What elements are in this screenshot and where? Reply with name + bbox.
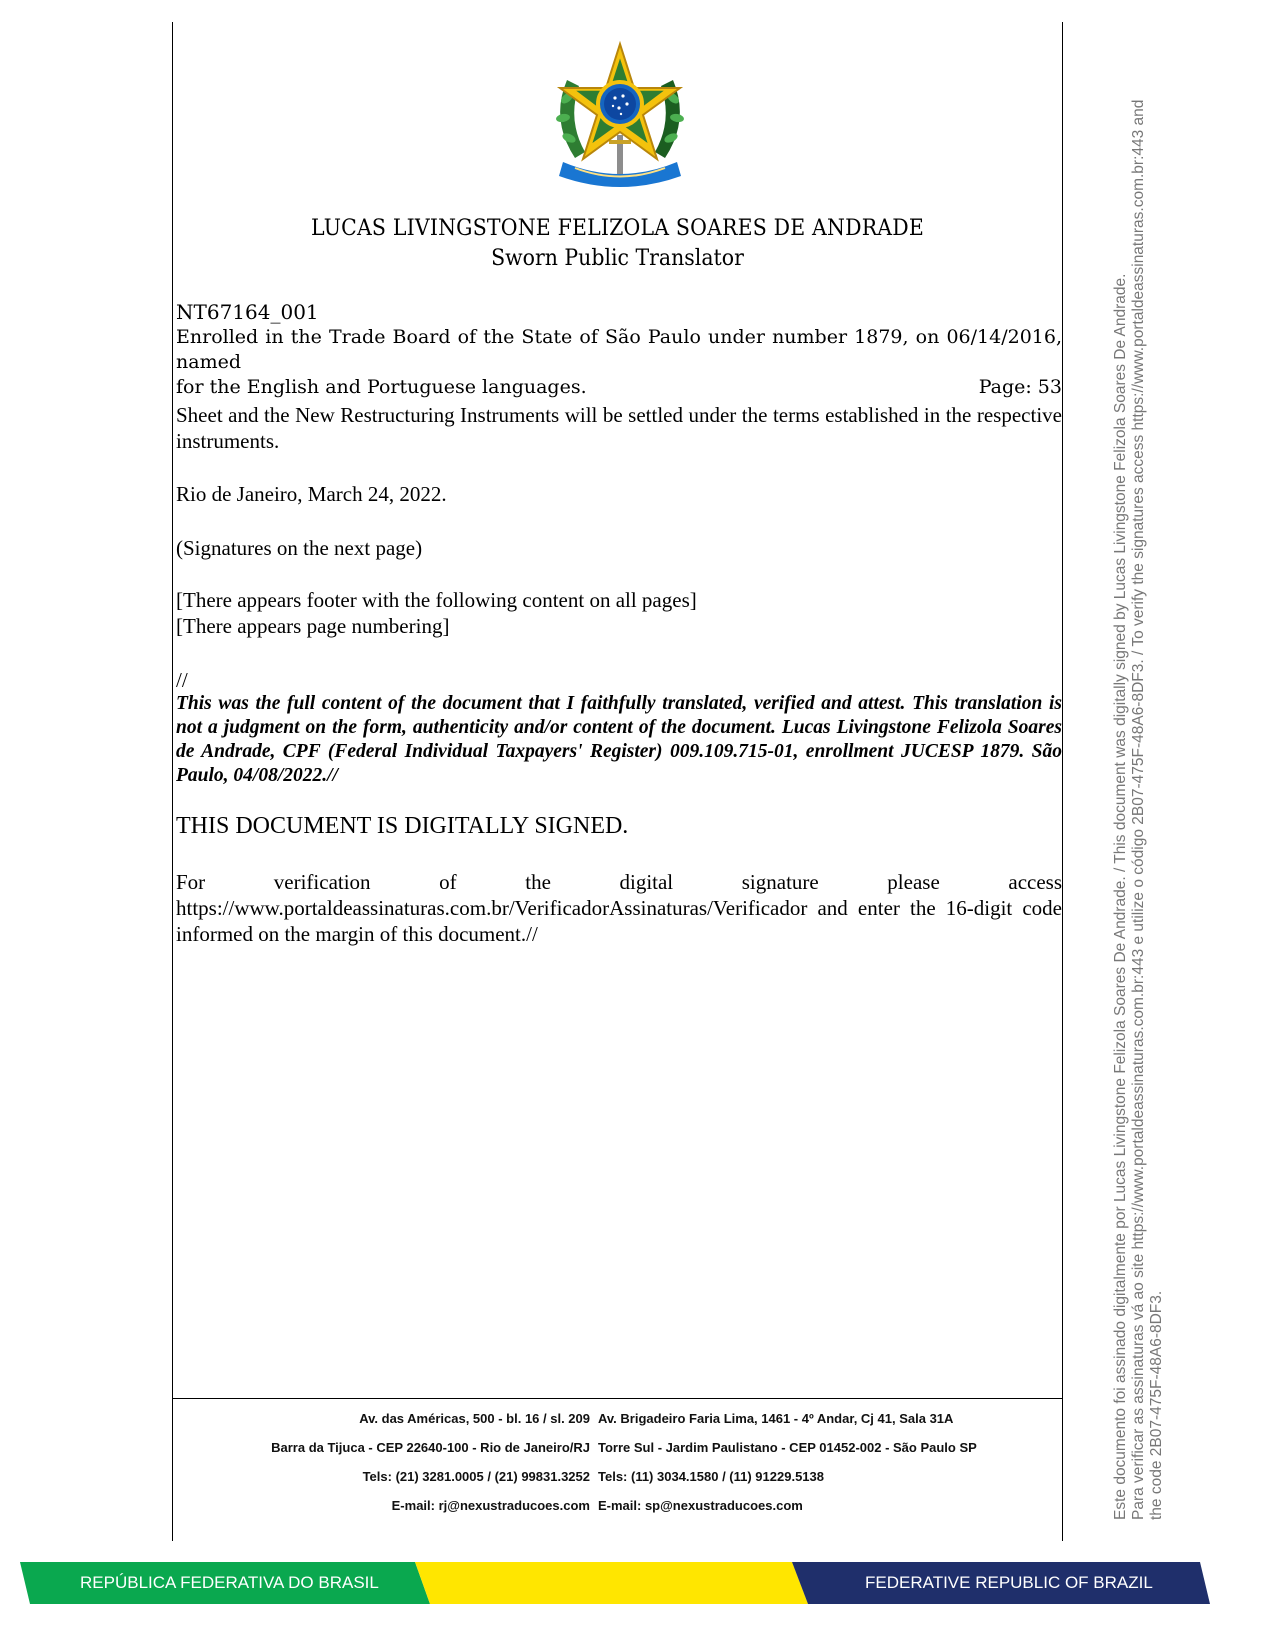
translator-name: LUCAS LIVINGSTONE FELIZOLA SOARES DE ANDRADE — [311, 216, 924, 241]
page-numbering-note: [There appears page numbering] — [176, 614, 450, 638]
footer-divider — [172, 1398, 1063, 1399]
address-line: Barra da Tijuca - CEP 22640-100 - Rio de Janeiro/RJ — [271, 1440, 590, 1455]
digital-signature-notice: THIS DOCUMENT IS DIGITALLY SIGNED. — [176, 813, 629, 839]
margin-note-line: Este documento foi assinado digitalmente por Lucas Livingstone Felizola Soares De Andrade. / This document was digitally signed by Lucas Livingstone Felizola Soares De Andrade. — [1112, 273, 1129, 1520]
signatures-note: (Signatures on the next page) — [176, 536, 423, 560]
email-line: E-mail: sp@nexustraducoes.com — [598, 1498, 803, 1513]
right-frame-line — [1062, 22, 1063, 1541]
translator-header — [176, 214, 1059, 274]
digital-signature-margin-note — [1112, 0, 1166, 1520]
email-line: E-mail: rj@nexustraducoes.com — [391, 1498, 590, 1513]
translator-title: Sworn Public Translator — [491, 246, 744, 271]
phone-line: Tels: (21) 3281.0005 / (21) 99831.3252 — [362, 1469, 590, 1484]
separator: // — [176, 668, 188, 692]
verification-instructions — [176, 869, 1062, 947]
sao-paulo-office-address — [598, 1404, 1068, 1520]
footer-note — [176, 587, 1062, 639]
republic-label-english: FEDERATIVE REPUBLIC OF BRAZIL — [865, 1573, 1153, 1592]
rio-office-address — [180, 1404, 590, 1520]
margin-note-line: Para verificar as assinaturas vá ao site https://www.portaldeassinaturas.com.br:443 e utilize o código 2B07-475F-48A6-8DF3. / To verify the signatures access https://www.portaldeassinaturas.com.br:443 and — [1130, 99, 1147, 1520]
attestation-statement: This was the full content of the document that I faithfully translated, verified and attest. This translation is not a judgment on the form, authenticity and/or content of the document. Lucas Livingstone Felizola Soares de Andrade, CPF (Federal Individual Taxpayers' Register) 009.109.715-01, enrollment JUCESP 1879. São Paulo, 04/08/2022.// — [176, 693, 1062, 786]
enrollment-line-2 — [176, 375, 1062, 400]
margin-note-line: the code 2B07-475F-48A6-8DF3. — [1148, 1290, 1165, 1520]
address-line: Av. das Américas, 500 - bl. 16 / sl. 209 — [359, 1411, 590, 1426]
left-frame-line — [172, 22, 173, 1541]
address-line: Av. Brigadeiro Faria Lima, 1461 - 4º Andar, Cj 41, Sala 31A — [598, 1411, 954, 1426]
verification-line: For verification of the digital signature please access — [176, 870, 1062, 894]
brazil-coat-of-arms-icon — [545, 40, 695, 190]
address-line: Torre Sul - Jardim Paulistano - CEP 01452-002 - São Paulo SP — [598, 1440, 977, 1455]
footer-note-line: [There appears footer with the following content on all pages] — [176, 588, 697, 612]
yellow-band — [415, 1562, 808, 1604]
enrollment-languages: for the English and Portuguese languages. — [176, 376, 587, 398]
verification-url-text: https://www.portaldeassinaturas.com.br/VerificadorAssinaturas/Verificador and enter the 16-digit code informed on the margin of this document.// — [176, 896, 1062, 946]
page-number: Page: 53 — [978, 376, 1062, 398]
enrollment-line: Enrolled in the Trade Board of the State of São Paulo under number 1879, on 06/14/2016, named — [176, 326, 1062, 373]
reference-block — [176, 300, 1062, 400]
document-reference-id: NT67164_001 — [176, 300, 319, 324]
phone-line: Tels: (11) 3034.1580 / (11) 91229.5138 — [598, 1469, 824, 1484]
place-date: Rio de Janeiro, March 24, 2022. — [176, 482, 447, 506]
body-paragraph: Sheet and the New Restructuring Instruments will be settled under the terms established in the respective instruments. — [176, 403, 1062, 453]
republic-label-portuguese: REPÚBLICA FEDERATIVA DO BRASIL — [80, 1573, 379, 1592]
